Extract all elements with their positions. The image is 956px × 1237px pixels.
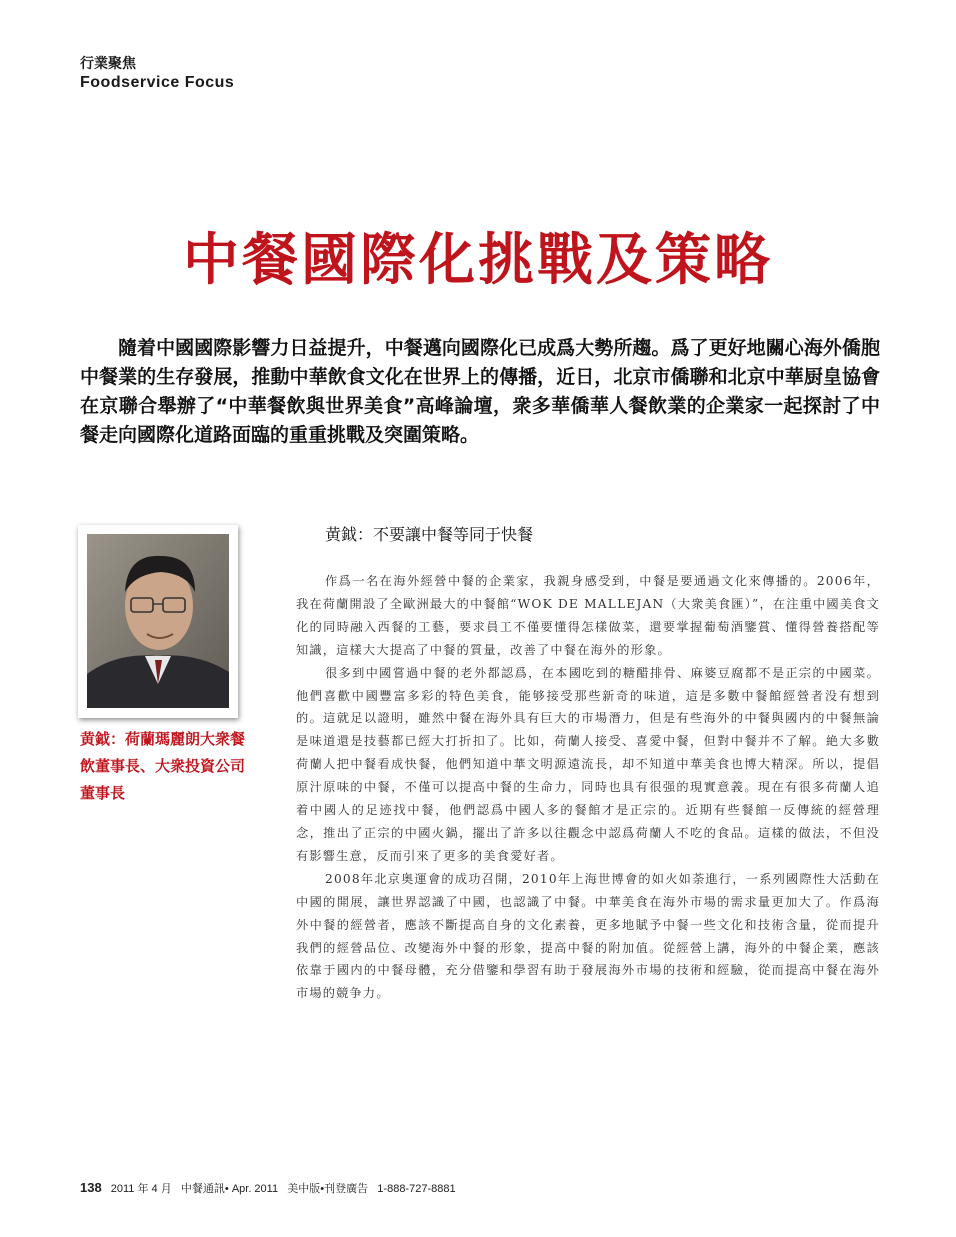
body-paragraph: 2008年北京奥運會的成功召開，2010年上海世博會的如火如荼進行，一系列國際性大活動在中國的開展，讓世界認識了中國，也認識了中餐。中華美食在海外市場的需求量更加大了。作爲海外中餐的經營者，應該不斷提高自身的文化素養，更多地賦予中餐一些文化和技術含量，從而提升我們的經營品位、改變海外中餐的形象，提高中餐的附加值。從經營上講，海外的中餐企業，應該依靠于國内的中餐母體，充分借鑒和學習有助于發展海外市場的技術和經驗，從而提高中餐在海外市場的競争力。 xyxy=(296,871,880,1001)
body-paragraph: 作爲一名在海外經營中餐的企業家，我親身感受到，中餐是要通過文化來傳播的。2006年，我在荷蘭開設了全歐洲最大的中餐館“WOK DE MALLEJAN（大衆美食匯）”，在注重中國美食文化的同時融入西餐的工藝，要求員工不僅要懂得怎樣做菜，還要掌握葡萄酒鑒賞、懂得營養搭配等知識，這樣大大提高了中餐的質量，改善了中餐在海外的形象。 xyxy=(296,574,880,657)
footer-ad: 刊登廣告 xyxy=(324,1183,369,1195)
portrait-photo xyxy=(87,534,229,708)
footer-publication: 中餐通訊 xyxy=(180,1183,225,1195)
article-subheading: 黄鉞：不要讓中餐等同于快餐 xyxy=(325,525,534,544)
lead-paragraph: 隨着中國國際影響力日益提升，中餐邁向國際化已成爲大勢所趨。爲了更好地關心海外僑胞中餐業的生存發展，推動中華飲食文化在世界上的傳播，近日，北京市僑聯和北京中華厨皇協會在京聯合舉辦了“中華餐飲與世界美食”高峰論壇，衆多華僑華人餐飲業的企業家一起探討了中餐走向國際化道路面臨的重重挑戰及突圍策略。 xyxy=(80,337,880,446)
page-number: 138 xyxy=(80,1180,102,1195)
article-body xyxy=(296,570,880,1005)
article-title: 中餐國際化挑戰及策略 xyxy=(183,227,773,293)
footer-bullet: • xyxy=(224,1183,229,1195)
footer-bullet: • xyxy=(320,1183,325,1195)
section-title-en: Foodservice Focus xyxy=(80,74,235,91)
footer-phone: 1-888-727-8881 xyxy=(377,1183,456,1195)
footer-date: 2011 年 4 月 xyxy=(110,1183,172,1195)
body-paragraph: 很多到中國嘗過中餐的老外都認爲，在本國吃到的糖醋排骨、麻婆豆腐都不是正宗的中國菜。他們喜歡中國豐富多彩的特色美食，能够接受那些新奇的味道，這是多數中餐館經營者没有想到的。這就足以證明，雖然中餐在海外具有巨大的市場潛力，但是有些海外的中餐與國内的中餐無論是味道還是技藝都已經大打折扣了。比如，荷蘭人接受、喜愛中餐，但對中餐并不了解。絶大多數荷蘭人把中餐看成快餐，他們知道中華文明源遠流長，却不知道中華美食也博大精深。所以，提倡原汁原味的中餐，不僅可以提高中餐的生命力，同時也具有很强的現實意義。現在有很多荷蘭人追着中國人的足迹找中餐，他們認爲中國人多的餐館才是正宗的。近期有些餐館一反傳統的經營理念，推出了正宗的中國火鍋，擺出了許多以往觀念中認爲荷蘭人不吃的食品。這樣的做法，不但没有影響生意，反而引來了更多的美食愛好者。 xyxy=(296,665,880,863)
page-footer xyxy=(80,1181,456,1196)
section-title-cn: 行業聚焦 xyxy=(80,56,136,72)
footer-edition: 美中版 xyxy=(287,1183,321,1195)
section-header xyxy=(80,55,234,93)
photo-frame xyxy=(78,525,238,718)
footer-date-en: Apr. 2011 xyxy=(231,1183,279,1195)
photo-caption: 黄鉞：荷蘭瑪麗朗大衆餐飲董事長、大衆投資公司董事長 xyxy=(80,730,246,802)
